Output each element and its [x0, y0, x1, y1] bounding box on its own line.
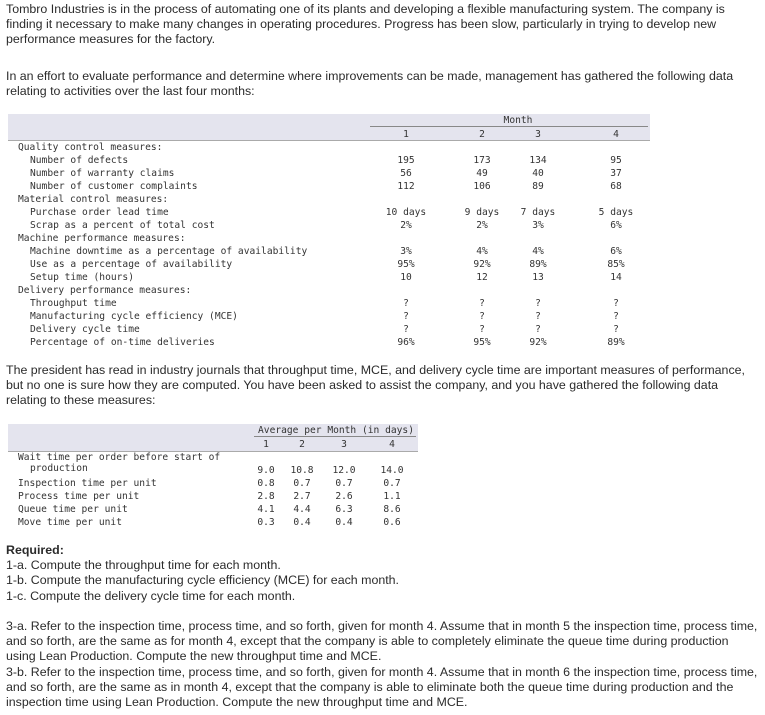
table-cell: 92% [473, 259, 491, 270]
table-cell: 5 days [598, 207, 634, 218]
table-cell: 0.7 [383, 478, 401, 489]
table-cell: 7 days [520, 207, 556, 218]
row-label-line: Process time per unit [18, 491, 140, 502]
month-column-header: 3 [535, 129, 541, 140]
table-cell: 6% [610, 220, 622, 231]
required-title: Required: [6, 543, 64, 557]
table-cell: 2% [400, 220, 412, 231]
intro-paragraph-1: Tombro Industries is in the process of automating one of its plants and developing a flexible manufacturing system. The company is finding it necessary to make many changes in operating procedures. Progress has been slow, particularly in trying to develop new performance measures for the factory. [6, 2, 725, 47]
row-label: Percentage of on-time deliveries [30, 337, 215, 348]
required-section [6, 543, 760, 604]
row-label: Number of customer complaints [30, 181, 198, 192]
table-cell: 173 [473, 155, 491, 166]
section-label: Delivery performance measures: [18, 285, 192, 296]
month-group-header: Month [503, 115, 533, 126]
table-cell: 112 [397, 181, 415, 192]
table-cell: ? [479, 324, 485, 335]
table-cell: 0.4 [335, 517, 353, 528]
table-cell: 106 [473, 181, 491, 192]
month-column-header: 2 [299, 439, 305, 450]
table-cell: 0.7 [293, 478, 311, 489]
row-label: Setup time (hours) [30, 272, 134, 283]
table-cell: 10 days [385, 207, 427, 218]
table-cell: 12 [476, 272, 488, 283]
table-cell: ? [403, 298, 409, 309]
row-label: Throughput time [30, 298, 117, 309]
section-label: Machine performance measures: [18, 233, 186, 244]
table-cell: 14 [610, 272, 622, 283]
table-cell: 40 [532, 168, 544, 179]
table-cell: 9 days [464, 207, 500, 218]
table-header-band [8, 114, 650, 140]
table-cell: 92% [529, 337, 547, 348]
table-cell: 4.4 [293, 504, 311, 515]
table-cell: 0.7 [335, 478, 353, 489]
table-cell: ? [535, 298, 541, 309]
table-cell: 85% [607, 259, 625, 270]
table-cell: 95 [610, 155, 622, 166]
table-cell: 4.1 [257, 504, 275, 515]
row-label-line: Queue time per unit [18, 504, 128, 515]
table-cell: 3% [400, 246, 412, 257]
month-column-header: 4 [613, 129, 619, 140]
table-cell: 10.8 [290, 465, 314, 476]
table-cell: 3% [532, 220, 544, 231]
section-label: Material control measures: [18, 194, 169, 205]
intro-paragraph-2: In an effort to evaluate performance and determine where improvements can be made, management has gathered the following data relating to activities over the last four months: [6, 69, 734, 99]
row-label: Number of defects [30, 155, 129, 166]
table-cell: 2.7 [293, 491, 311, 502]
month-column-header: 3 [341, 439, 347, 450]
table-cell: 95% [473, 337, 491, 348]
row-label [18, 504, 128, 515]
table-cell: 89 [532, 181, 544, 192]
row-label: Purchase order lead time [30, 207, 169, 218]
table-cell: 89% [607, 337, 625, 348]
row-label [18, 491, 139, 502]
month-column-header: 1 [403, 129, 409, 140]
row-label: Manufacturing cycle efficiency (MCE) [30, 311, 238, 322]
row-label: Scrap as a percent of total cost [30, 220, 215, 231]
average-group-header: Average per Month (in days) [258, 425, 414, 436]
table-cell: 10 [400, 272, 412, 283]
row-label: Delivery cycle time [30, 324, 140, 335]
row-label-line: production [30, 463, 88, 474]
table-cell: ? [613, 324, 619, 335]
row-label: Use as a percentage of availability [30, 259, 233, 270]
table-cell: 68 [610, 181, 622, 192]
table-cell: 96% [397, 337, 415, 348]
required-item-1a: 1-a. Compute the throughput time for each month. [6, 558, 281, 573]
table-cell: 14.0 [380, 465, 404, 476]
table-cell: 2.8 [257, 491, 275, 502]
row-label: Machine downtime as a percentage of availability [30, 246, 308, 257]
row-label: Number of warranty claims [30, 168, 175, 179]
table-cell: 37 [610, 168, 622, 179]
table-cell: 4% [532, 246, 544, 257]
month-column-header: 4 [389, 439, 395, 450]
part-3a-paragraph: 3-a. Refer to the inspection time, process time, and so forth, given for month 4. Assume that in month 5 the inspection time, process time, and so forth, are the same as for month 4, except that the company is able to completely eliminate the queue time during production using Lean Production. Compute the new throughput time and MCE. [6, 619, 758, 664]
table-cell: 95% [397, 259, 415, 270]
row-label [18, 452, 220, 474]
table-cell: ? [403, 324, 409, 335]
table-cell: 89% [529, 259, 547, 270]
table-cell: ? [613, 311, 619, 322]
table-cell: 49 [476, 168, 488, 179]
performance-measures-table [8, 114, 650, 351]
table-cell: 0.3 [257, 517, 275, 528]
header-rule-bottom [8, 140, 650, 141]
table-cell: ? [535, 324, 541, 335]
middle-paragraph: The president has read in industry journals that throughput time, MCE, and delivery cycle time are important measures of performance, but no one is sure how they are computed. You have been asked to assist the company, and you have gathered the following data relating to these measures: [6, 363, 745, 408]
table-cell: 1.1 [383, 491, 401, 502]
header-rule [370, 126, 648, 127]
table-cell: 134 [529, 155, 547, 166]
table-cell: 2% [476, 220, 488, 231]
table-cell: 0.8 [257, 478, 275, 489]
table-cell: ? [403, 311, 409, 322]
table-cell: ? [535, 311, 541, 322]
table-cell: 0.4 [293, 517, 311, 528]
table-cell: ? [479, 311, 485, 322]
table-cell: 0.6 [383, 517, 401, 528]
part-3b-paragraph: 3-b. Refer to the inspection time, process time, and so forth, given for month 4. Assume that in month 6 the inspection time, process time, and so forth, are the same as in month 4, except that the company is able to eliminate both the queue time during production and the inspection time using Lean Production. Compute the new throughput time and MCE. [6, 665, 758, 710]
table-cell: 2.6 [335, 491, 353, 502]
table-cell: ? [613, 298, 619, 309]
table-cell: 4% [476, 246, 488, 257]
header-rule [254, 436, 416, 437]
table-cell: 8.6 [383, 504, 401, 515]
table-cell: 9.0 [257, 465, 275, 476]
table-cell: ? [479, 298, 485, 309]
month-column-header: 1 [263, 439, 269, 450]
required-item-1c: 1-c. Compute the delivery cycle time for each month. [6, 588, 296, 603]
table-cell: 13 [532, 272, 544, 283]
row-label [18, 478, 157, 489]
section-label: Quality control measures: [18, 142, 163, 153]
table-cell: 56 [400, 168, 412, 179]
time-per-unit-table [8, 424, 418, 534]
row-label [18, 517, 122, 528]
row-label-line: Move time per unit [18, 517, 122, 528]
table-cell: 6.3 [335, 504, 353, 515]
month-column-header: 2 [479, 129, 485, 140]
required-item-1b: 1-b. Compute the manufacturing cycle efficiency (MCE) for each month. [6, 573, 400, 588]
row-label-line: Inspection time per unit [18, 478, 157, 489]
row-label-line: Wait time per order before start of [18, 452, 221, 463]
table-cell: 6% [610, 246, 622, 257]
table-cell: 195 [397, 155, 415, 166]
table-cell: 12.0 [332, 465, 356, 476]
